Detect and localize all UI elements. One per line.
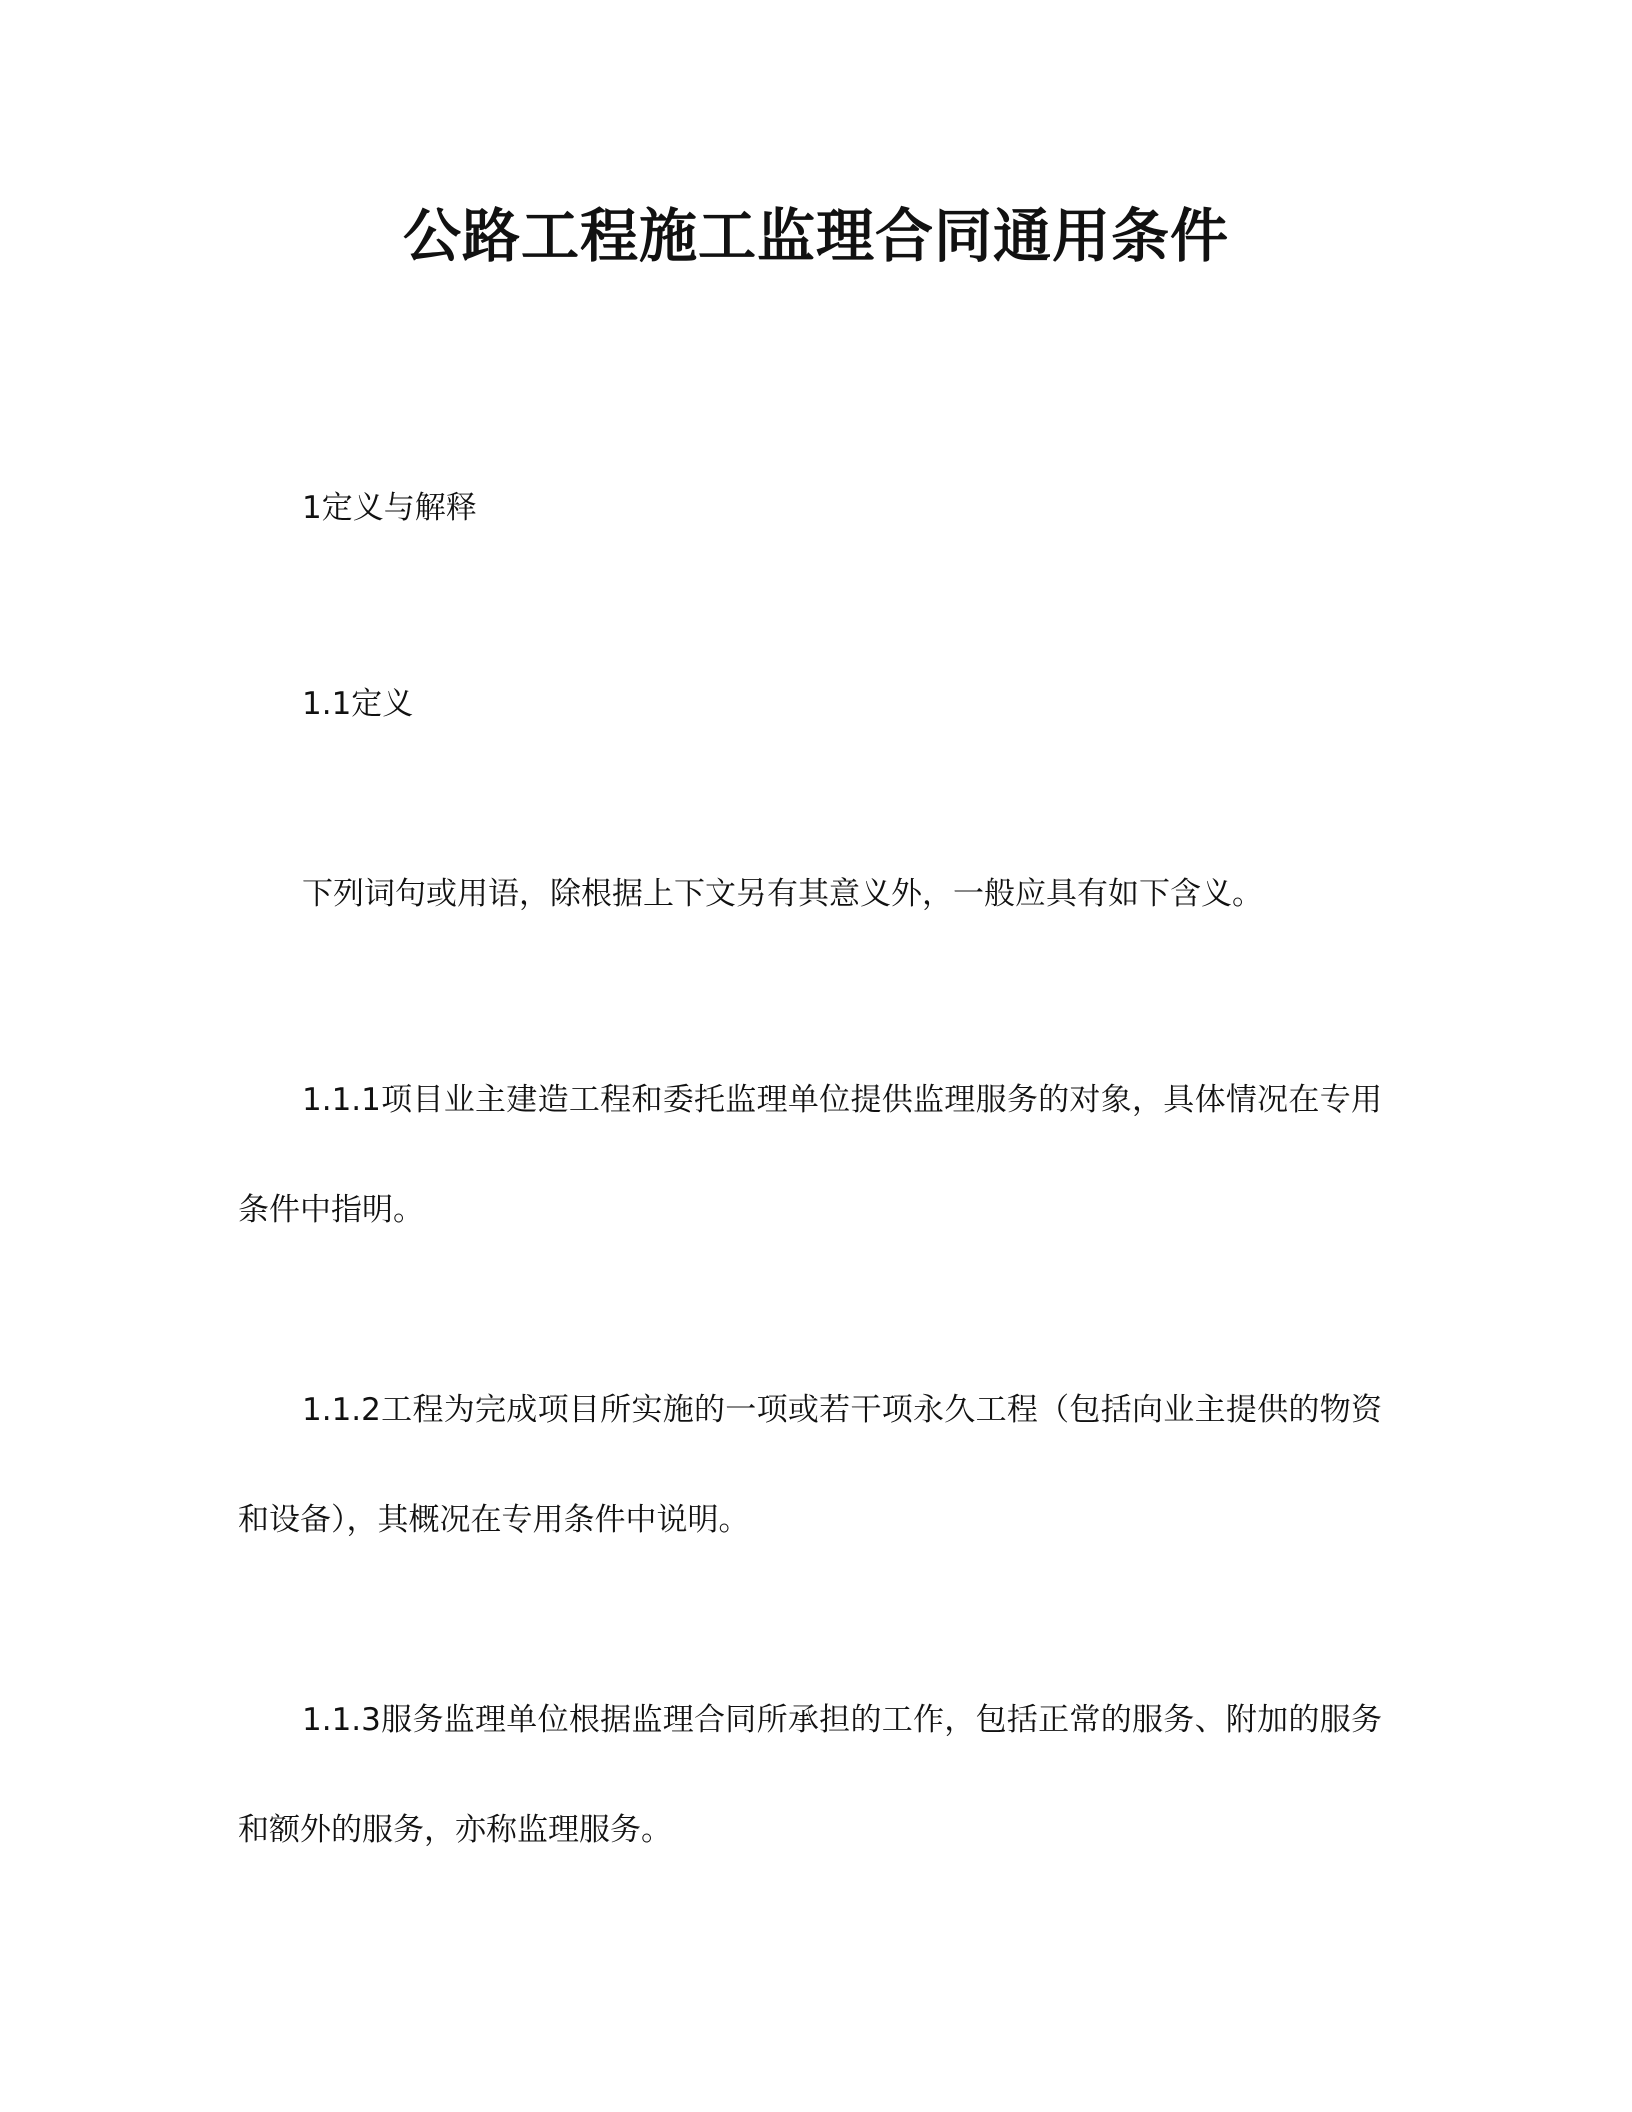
clause-1-1-2-line-1: 1.1.2工程为完成项目所实施的一项或若干项永久工程（包括向业主提供的物资 xyxy=(302,1392,1382,1428)
clause-1-1-1-line-2: 条件中指明。 xyxy=(238,1192,424,1228)
subsection-heading: 1.1定义 xyxy=(302,686,414,722)
intro-paragraph: 下列词句或用语，除根据上下文另有其意义外，一般应具有如下含义。 xyxy=(302,876,1263,912)
clause-1-1-2-line-2: 和设备），其概况在专用条件中说明。 xyxy=(238,1502,750,1538)
clause-1-1-3-line-2: 和额外的服务，亦称监理服务。 xyxy=(238,1812,672,1848)
document-title: 公路工程施工监理合同通用条件 xyxy=(402,202,1229,270)
section-heading: 1定义与解释 xyxy=(302,490,477,526)
clause-1-1-3-line-1: 1.1.3服务监理单位根据监理合同所承担的工作，包括正常的服务、附加的服务 xyxy=(302,1702,1382,1738)
clause-1-1-1-line-1: 1.1.1项目业主建造工程和委托监理单位提供监理服务的对象，具体情况在专用 xyxy=(302,1082,1382,1118)
